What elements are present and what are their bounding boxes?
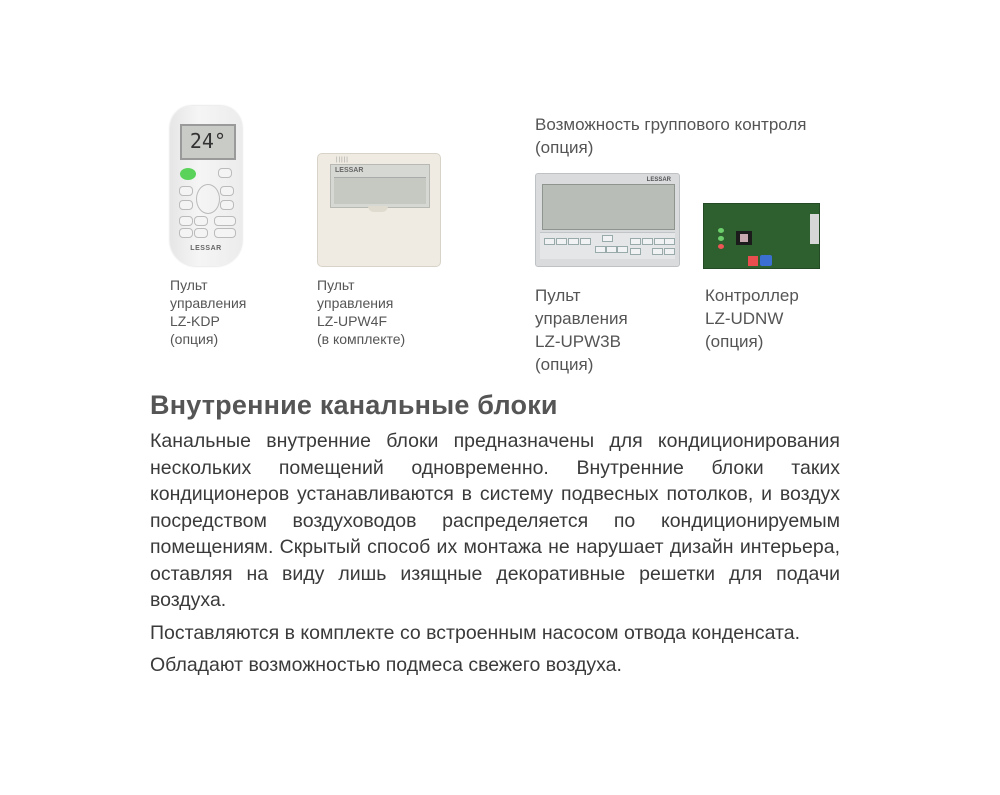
cover-notch xyxy=(368,206,388,212)
caption-line: (опция) xyxy=(170,331,219,347)
caption-lz-upw3b xyxy=(535,284,628,376)
rotary-switch xyxy=(760,255,772,266)
led-green xyxy=(718,228,724,233)
caption-lz-udnw xyxy=(705,284,799,353)
caption-lz-upw4f xyxy=(317,276,405,348)
vent-slots: ||||| xyxy=(336,157,349,163)
caption-line: Пульт xyxy=(535,286,581,305)
central-controller-lz-upw3b-image xyxy=(535,173,680,267)
caption-line: Пульт xyxy=(317,277,355,293)
group-title-line: Возможность группового контроля xyxy=(535,115,807,134)
led-red xyxy=(718,244,724,249)
dip-switch xyxy=(748,256,758,266)
caption-line: LZ-UDNW xyxy=(705,309,784,328)
chip xyxy=(736,231,752,245)
remote-button-graphic xyxy=(179,200,193,210)
remote-button-graphic xyxy=(214,216,236,226)
caption-line: LZ-UPW4F xyxy=(317,313,387,329)
remote-button-graphic xyxy=(220,200,234,210)
controller-lcd xyxy=(542,184,675,230)
controller-board-lz-udnw-image xyxy=(703,203,820,269)
caption-line: (в комплекте) xyxy=(317,331,406,347)
caption-line: управления xyxy=(170,295,247,311)
caption-line: Пульт xyxy=(170,277,208,293)
caption-lz-kdp xyxy=(170,276,246,348)
caption-line: LZ-KDP xyxy=(170,313,220,329)
controller-lcd xyxy=(334,177,426,204)
led-green xyxy=(718,236,724,241)
paragraph-fresh-air: Обладают возможностью подмеса свежего воздуха. xyxy=(150,654,622,676)
paragraph-description: Канальные внутренние блоки предназначены для кондиционирования нескольких помещений одновременно. Внутренние блоки таких кондиционеров устанавливаются в систему подвесных потолков, и воздух посредством воздуховодов распределяется по кондиционируемым помещениям. Скрытый способ их монтажа не нарушает дизайн интерьера, оставляя на виду лишь изящные декоративные решетки для подачи воздуха. xyxy=(150,430,840,611)
remote-button-graphic xyxy=(214,228,236,238)
brand-logo: LESSAR xyxy=(646,177,671,183)
controller-keypad xyxy=(540,232,675,259)
remote-button-graphic xyxy=(179,216,193,226)
group-title-line: (опция) xyxy=(535,138,594,157)
remote-lz-kdp-image xyxy=(170,106,242,266)
remote-display xyxy=(180,124,236,160)
caption-line: Контроллер xyxy=(705,286,799,305)
paragraph-pump: Поставляются в комплекте со встроенным насосом отвода конденсата. xyxy=(150,621,801,644)
power-button-graphic xyxy=(180,168,196,180)
brand-logo: LESSAR xyxy=(335,167,364,174)
section-title: Внутренние канальные блоки xyxy=(150,390,558,420)
caption-line: LZ-UPW3B xyxy=(535,332,621,351)
remote-button-graphic xyxy=(179,186,193,196)
remote-button-graphic xyxy=(218,168,232,178)
caption-line: (опция) xyxy=(535,355,594,374)
remote-button-graphic xyxy=(194,216,208,226)
group-control-title xyxy=(535,113,806,159)
caption-line: управления xyxy=(535,309,628,328)
display-temperature: 24° xyxy=(189,129,226,153)
brand-logo: LESSAR xyxy=(190,245,222,252)
connector xyxy=(810,214,819,244)
wall-controller-lz-upw4f-image xyxy=(317,153,441,267)
section-body xyxy=(150,428,840,685)
caption-line: управления xyxy=(317,295,394,311)
controller-face xyxy=(330,164,430,208)
remote-button-graphic xyxy=(179,228,193,238)
remote-button-graphic xyxy=(220,186,234,196)
remote-button-graphic xyxy=(194,228,208,238)
remote-dpad-graphic xyxy=(196,184,220,214)
caption-line: (опция) xyxy=(705,332,764,351)
